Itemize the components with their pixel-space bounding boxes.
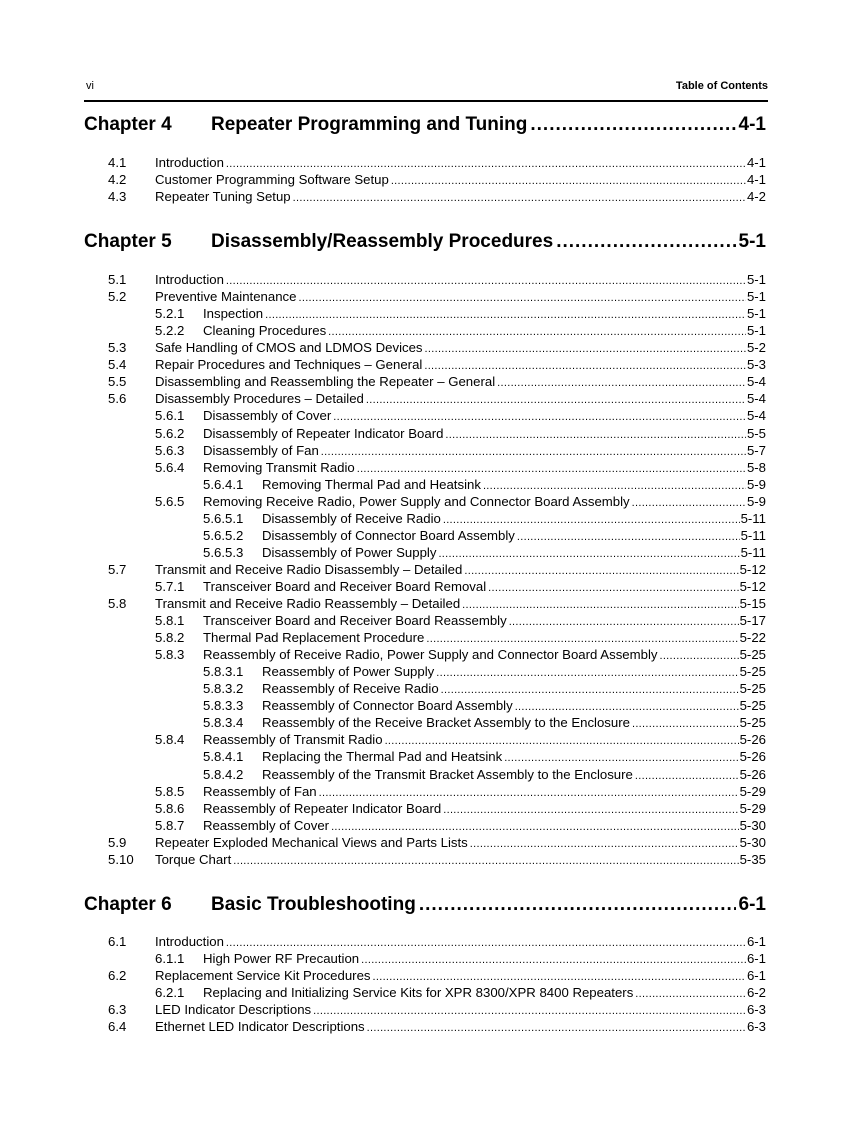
section-number: 5.2.2 <box>155 323 185 339</box>
toc-entry[interactable] <box>108 356 766 373</box>
section-page: 5-5 <box>746 425 766 441</box>
section-title[interactable]: Replacing and Initializing Service Kits for XPR 8300/XPR 8400 Repeaters <box>203 985 634 1001</box>
section-page: 5-4 <box>746 391 766 407</box>
section-number: 6.1.1 <box>155 951 185 966</box>
section-number: 6.3 <box>108 1002 127 1018</box>
section-page: 5-25 <box>739 698 766 714</box>
section-title[interactable]: Disassembling and Reassembling the Repeater – General <box>155 374 496 390</box>
toc-entry[interactable] <box>203 476 766 493</box>
section-title[interactable]: Preventive Maintenance <box>155 289 297 305</box>
section-page: 6-3 <box>746 1019 766 1035</box>
section-title[interactable]: Disassembly of Power Supply <box>262 544 437 560</box>
section-title[interactable]: Reassembly of the Transmit Bracket Assembly to the Enclosure <box>262 766 633 782</box>
section-page: 5-2 <box>746 340 766 356</box>
section-page: 5-25 <box>739 715 766 731</box>
section-page: 6-1 <box>746 951 766 966</box>
section-page: 5-22 <box>739 630 766 645</box>
section-number: 4.3 <box>108 189 127 205</box>
section-number: 5.9 <box>108 834 127 850</box>
section-title[interactable]: Reassembly of Transmit Radio <box>203 732 383 748</box>
section-page: 5-11 <box>740 544 766 560</box>
toc-entry[interactable] <box>108 595 766 612</box>
section-number: 5.1 <box>108 272 127 287</box>
toc-entry[interactable] <box>203 544 766 561</box>
section-page: 5-26 <box>739 749 766 765</box>
section-page: 5-4 <box>746 374 766 390</box>
section-title[interactable]: Disassembly of Fan <box>203 442 319 458</box>
section-title[interactable]: Reassembly of Repeater Indicator Board <box>203 800 442 816</box>
section-page: 5-15 <box>739 596 766 611</box>
toc-entry[interactable] <box>155 731 766 748</box>
section-number: 5.6.5 <box>155 493 185 509</box>
section-page: 5-1 <box>746 306 766 322</box>
section-title[interactable]: Reassembly of Cover <box>203 817 330 833</box>
section-title[interactable]: Reassembly of Power Supply <box>262 664 435 680</box>
section-title[interactable]: Ethernet LED Indicator Descriptions <box>155 1019 365 1035</box>
section-page: 5-17 <box>739 613 766 628</box>
chapter-label: Chapter 6 <box>84 894 172 915</box>
toc-entry[interactable] <box>108 271 766 288</box>
dot-leader <box>419 894 736 916</box>
chapter-page: 6-1 <box>738 894 766 915</box>
section-title[interactable]: Inspection <box>203 306 264 322</box>
section-title[interactable]: Transceiver Board and Receiver Board Removal <box>203 578 487 594</box>
toc-entry[interactable] <box>203 663 766 680</box>
section-page: 5-7 <box>746 442 766 458</box>
section-title[interactable]: Repeater Tuning Setup <box>155 189 291 205</box>
section-title[interactable]: Safe Handling of CMOS and LDMOS Devices <box>155 340 423 356</box>
section-number: 5.6.4.1 <box>203 476 244 492</box>
chapter-page: 4-1 <box>738 114 766 135</box>
toc-entry[interactable] <box>155 950 766 967</box>
section-title[interactable]: Reassembly of Receive Radio, Power Supply and Connector Board Assembly <box>203 647 658 663</box>
section-title[interactable]: Removing Transmit Radio <box>203 459 355 475</box>
header-rule <box>84 100 768 102</box>
section-title[interactable]: Reassembly of Receive Radio <box>262 681 439 697</box>
section-number: 6.2.1 <box>155 985 185 1001</box>
section-page: 6-2 <box>746 985 766 1001</box>
section-title[interactable]: Introduction <box>155 272 224 287</box>
toc-entry[interactable] <box>108 188 766 205</box>
section-number: 5.6.4 <box>155 459 185 475</box>
dot-leader <box>367 1020 746 1037</box>
section-number: 5.8.1 <box>155 613 185 628</box>
section-title[interactable]: Disassembly of Connector Board Assembly <box>262 527 515 543</box>
toc-entry[interactable] <box>108 339 766 356</box>
section-page: 5-25 <box>739 647 766 663</box>
section-page: 5-29 <box>739 783 766 799</box>
section-number: 5.6 <box>108 391 127 407</box>
section-page: 5-30 <box>739 817 766 833</box>
section-title[interactable]: Reassembly of Connector Board Assembly <box>262 698 513 714</box>
section-title[interactable]: Customer Programming Software Setup <box>155 172 389 188</box>
section-title[interactable]: Repeater Exploded Mechanical Views and Parts Lists <box>155 834 468 850</box>
toc-entry[interactable] <box>108 1018 766 1035</box>
dot-leader <box>530 114 735 136</box>
chapter-label: Chapter 5 <box>84 231 172 252</box>
section-title[interactable]: Reassembly of the Receive Bracket Assembly to the Enclosure <box>262 715 630 731</box>
section-number: 5.8.3.3 <box>203 698 244 714</box>
section-number: 5.6.5.1 <box>203 510 244 526</box>
section-page: 5-11 <box>740 527 766 543</box>
section-number: 5.8.3 <box>155 647 185 663</box>
toc-entry[interactable] <box>108 373 766 390</box>
section-number: 5.6.5.2 <box>203 527 244 543</box>
toc-entry[interactable] <box>203 510 766 527</box>
section-page: 5-9 <box>746 493 766 509</box>
toc-entry[interactable] <box>203 680 766 697</box>
section-number: 5.3 <box>108 340 127 356</box>
dot-leader <box>233 853 738 870</box>
dot-leader <box>293 190 746 207</box>
toc-entry[interactable] <box>203 697 766 714</box>
toc-entry[interactable] <box>155 305 766 322</box>
section-page: 5-35 <box>739 851 766 867</box>
section-number: 5.2 <box>108 289 127 305</box>
section-number: 6.4 <box>108 1019 127 1035</box>
toc-entry[interactable] <box>155 322 766 339</box>
toc-entry[interactable] <box>108 834 766 851</box>
section-page: 5-4 <box>746 408 766 424</box>
section-number: 5.7.1 <box>155 578 185 594</box>
section-title[interactable]: LED Indicator Descriptions <box>155 1002 312 1018</box>
chapter-page: 5-1 <box>738 231 766 252</box>
section-number: 5.8.3.4 <box>203 715 244 731</box>
toc-entry[interactable] <box>155 442 766 459</box>
toc-entry[interactable] <box>155 984 766 1001</box>
section-page: 5-26 <box>739 766 766 782</box>
toc-entry[interactable] <box>203 748 766 765</box>
section-title[interactable]: Disassembly Procedures – Detailed <box>155 391 364 407</box>
section-title[interactable]: Disassembly of Repeater Indicator Board <box>203 425 444 441</box>
section-number: 4.2 <box>108 172 127 188</box>
section-title[interactable]: Replacing the Thermal Pad and Heatsink <box>262 749 503 765</box>
section-number: 5.8.4 <box>155 732 185 748</box>
toc-entry[interactable] <box>155 578 766 595</box>
section-page: 6-3 <box>746 1002 766 1018</box>
section-title[interactable]: Disassembly of Cover <box>203 408 332 424</box>
toc-entry[interactable] <box>203 766 766 783</box>
section-number: 5.8.2 <box>155 630 185 645</box>
section-number: 5.2.1 <box>155 306 185 322</box>
section-number: 5.4 <box>108 357 127 373</box>
section-number: 5.8.5 <box>155 783 185 799</box>
section-page: 5-12 <box>739 561 766 577</box>
section-number: 5.5 <box>108 374 127 390</box>
section-number: 4.1 <box>108 155 127 170</box>
toc-entry[interactable] <box>108 561 766 578</box>
page-number: vi <box>86 80 94 92</box>
section-title[interactable]: Introduction <box>155 155 224 170</box>
chapter-heading[interactable] <box>84 114 766 136</box>
section-title[interactable]: Replacement Service Kit Procedures <box>155 968 371 984</box>
toc-entry[interactable] <box>108 171 766 188</box>
section-number: 5.8 <box>108 596 127 611</box>
toc-entry[interactable] <box>155 612 766 629</box>
section-page: 5-26 <box>739 732 766 748</box>
section-page: 5-1 <box>746 289 766 305</box>
section-title[interactable]: Removing Thermal Pad and Heatsink <box>262 476 481 492</box>
section-page: 5-29 <box>739 800 766 816</box>
section-page: 5-3 <box>746 357 766 373</box>
chapter-title[interactable]: Repeater Programming and Tuning <box>211 114 528 135</box>
section-number: 5.7 <box>108 561 127 577</box>
section-title[interactable]: High Power RF Precaution <box>203 951 360 966</box>
section-page: 5-9 <box>746 476 766 492</box>
chapter-label: Chapter 4 <box>84 114 172 135</box>
section-number: 5.8.4.1 <box>203 749 244 765</box>
section-page: 5-25 <box>739 681 766 697</box>
toc-entry[interactable] <box>108 933 766 950</box>
section-number: 6.2 <box>108 968 127 984</box>
toc-entry[interactable] <box>108 1001 766 1018</box>
toc-entry[interactable] <box>108 288 766 305</box>
toc-entry[interactable] <box>155 629 766 646</box>
section-page: 5-1 <box>746 323 766 339</box>
section-page: 5-11 <box>740 510 766 526</box>
section-title[interactable]: Transmit and Receive Radio Disassembly – Detailed <box>155 561 463 577</box>
section-number: 5.6.2 <box>155 425 185 441</box>
toc-entry[interactable] <box>155 783 766 800</box>
section-page: 5-1 <box>746 272 766 287</box>
toc-entry[interactable] <box>155 800 766 817</box>
section-page: 6-1 <box>746 934 766 949</box>
toc-entry[interactable] <box>108 967 766 984</box>
section-page: 5-8 <box>746 459 766 475</box>
section-number: 5.6.3 <box>155 442 185 458</box>
section-title[interactable]: Reassembly of Fan <box>203 783 317 799</box>
section-title[interactable]: Removing Receive Radio, Power Supply and Connector Board Assembly <box>203 493 630 509</box>
chapter-heading[interactable] <box>84 231 766 253</box>
dot-leader <box>556 231 735 253</box>
section-page: 5-12 <box>739 578 766 594</box>
toc-entry[interactable] <box>155 817 766 834</box>
section-number: 5.8.3.2 <box>203 681 244 697</box>
chapter-title[interactable]: Disassembly/Reassembly Procedures <box>211 231 554 252</box>
section-title[interactable]: Transmit and Receive Radio Reassembly – Detailed <box>155 596 461 611</box>
chapter-heading[interactable] <box>84 894 766 916</box>
section-number: 5.8.7 <box>155 817 185 833</box>
section-number: 5.8.3.1 <box>203 664 244 680</box>
section-title[interactable]: Repair Procedures and Techniques – General <box>155 357 423 373</box>
section-page: 4-1 <box>746 172 766 188</box>
section-title[interactable]: Torque Chart <box>155 851 232 867</box>
chapter-title[interactable]: Basic Troubleshooting <box>211 894 416 915</box>
section-title[interactable]: Thermal Pad Replacement Procedure <box>203 630 425 645</box>
section-number: 5.10 <box>108 851 134 867</box>
running-header-title: Table of Contents <box>675 80 768 92</box>
section-title[interactable]: Cleaning Procedures <box>203 323 327 339</box>
toc-entry[interactable] <box>203 714 766 731</box>
toc-entry[interactable] <box>155 407 766 424</box>
section-number: 5.8.4.2 <box>203 766 244 782</box>
toc-entry[interactable] <box>155 646 766 663</box>
section-title[interactable]: Introduction <box>155 934 224 949</box>
toc-entry[interactable] <box>108 154 766 171</box>
section-number: 5.6.1 <box>155 408 185 424</box>
section-page: 4-1 <box>746 155 766 170</box>
section-page: 4-2 <box>746 189 766 205</box>
section-number: 5.6.5.3 <box>203 544 244 560</box>
section-page: 5-25 <box>739 664 766 680</box>
section-page: 6-1 <box>746 968 766 984</box>
section-title[interactable]: Disassembly of Receive Radio <box>262 510 441 526</box>
section-number: 6.1 <box>108 934 127 949</box>
toc-entry[interactable] <box>108 390 766 407</box>
toc-entry[interactable] <box>203 527 766 544</box>
section-page: 5-30 <box>739 834 766 850</box>
toc-entry[interactable] <box>155 459 766 476</box>
toc-entry[interactable] <box>108 851 766 868</box>
section-number: 5.8.6 <box>155 800 185 816</box>
section-title[interactable]: Transceiver Board and Receiver Board Reassembly <box>203 613 507 628</box>
toc-entry[interactable] <box>155 493 766 510</box>
toc-entry[interactable] <box>155 425 766 442</box>
